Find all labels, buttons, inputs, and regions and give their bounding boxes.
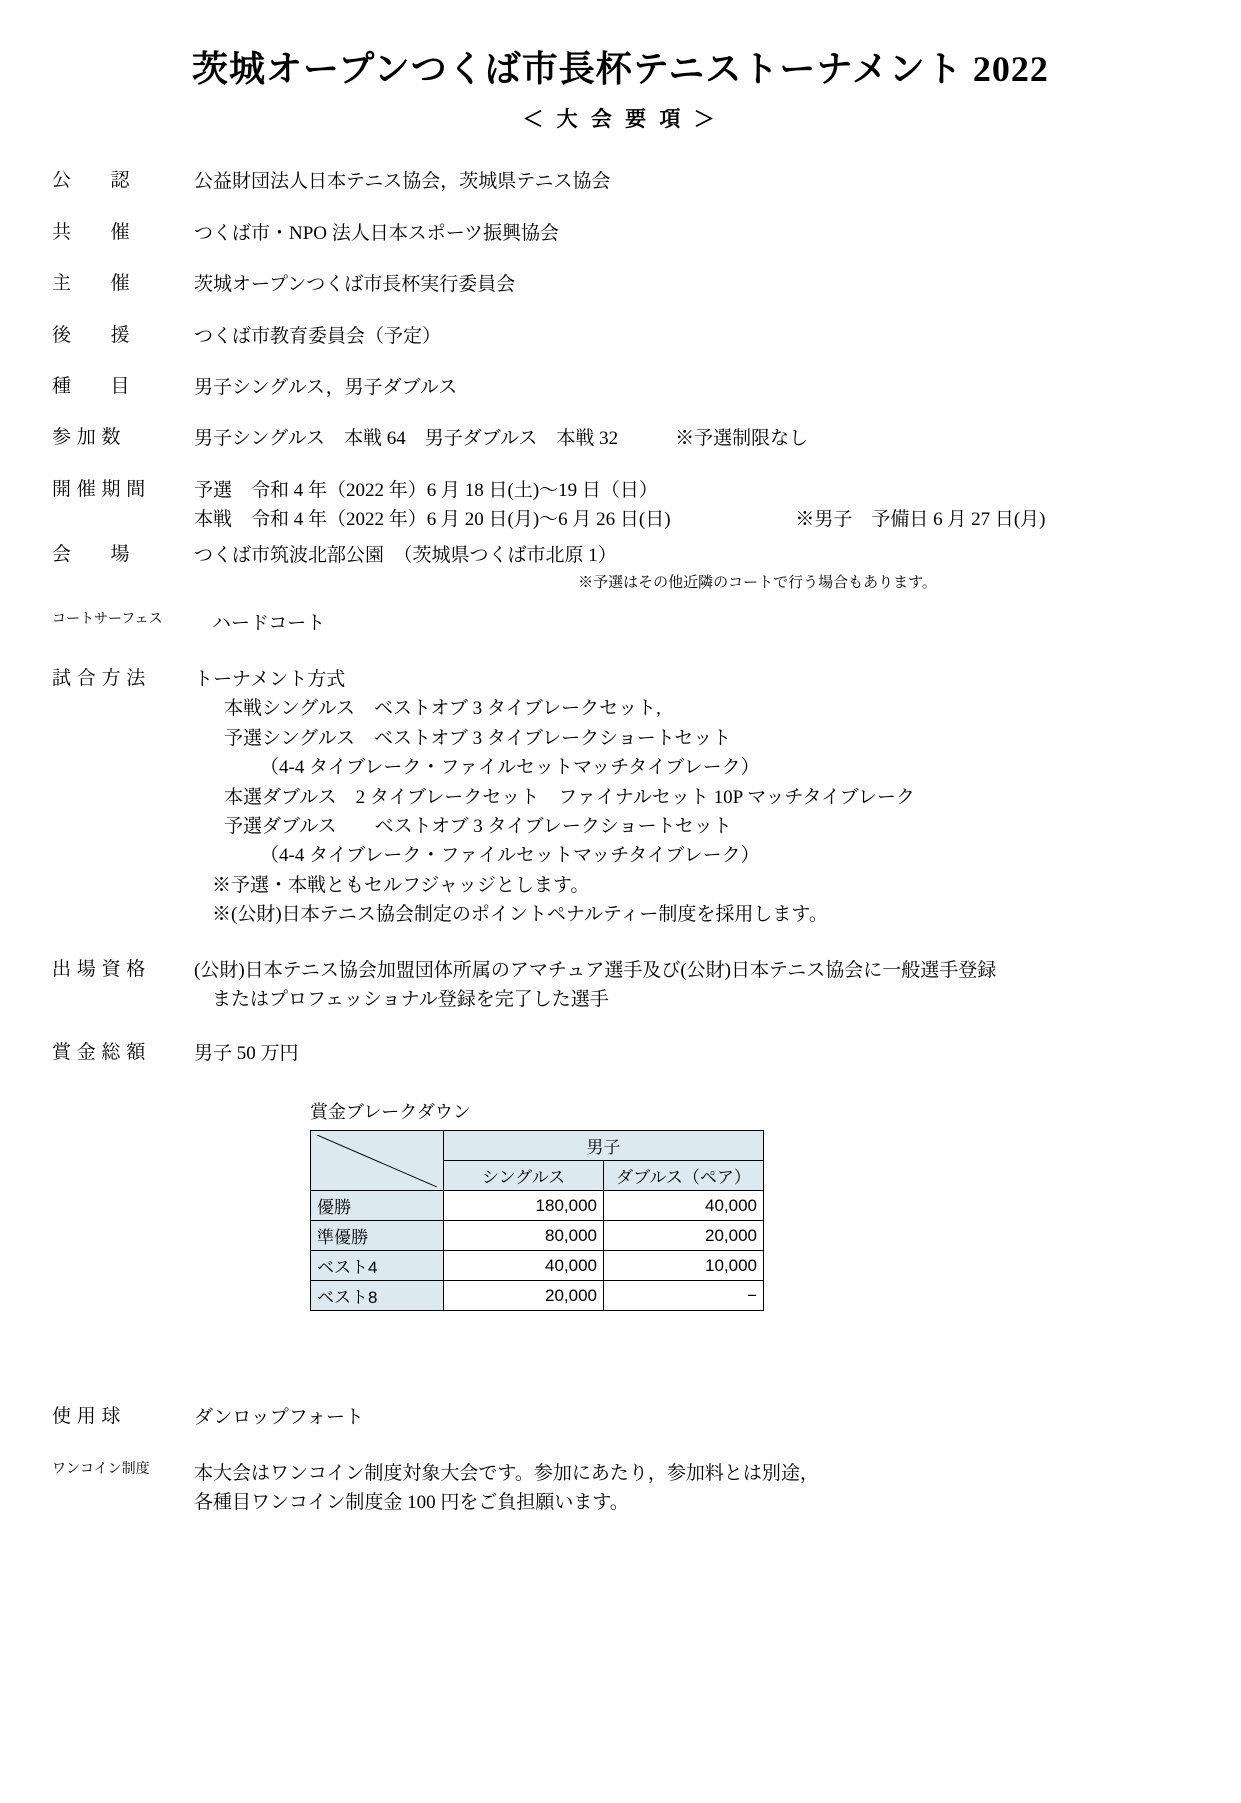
period-line-1: 予選 令和 4 年（2022 年）6 月 18 日(土)～19 日（日） <box>194 479 658 501</box>
prize-table-caption: 賞金ブレークダウン <box>310 1102 471 1123</box>
page-subtitle: ＜ 大 会 要 項 ＞ <box>522 107 719 132</box>
table-row <box>311 1251 764 1281</box>
table-row-header-group <box>311 1131 764 1161</box>
document-body <box>0 167 1241 1517</box>
document-page <box>0 48 1241 1803</box>
value-venue <box>194 541 1201 596</box>
period-line-2-note: ※男子 予備日 6 月 27 日(月) <box>795 509 1046 531</box>
table-corner-cell <box>311 1131 444 1191</box>
row-approval <box>52 167 1201 196</box>
table-row <box>311 1281 764 1311</box>
row-ball <box>52 1403 1201 1432</box>
value-onecoin <box>194 1459 1201 1518</box>
value-support: つくば市教育委員会（予定） <box>194 325 442 347</box>
row-support <box>52 322 1201 351</box>
layout-spacer <box>52 1311 1201 1403</box>
row-period <box>52 476 1201 535</box>
table-rowhead-champion: 優勝 <box>311 1191 444 1221</box>
table-cell-best4-doubles: 10,000 <box>604 1251 764 1281</box>
label-support: 後 援 <box>52 324 131 346</box>
table-rowhead-runnerup: 準優勝 <box>311 1221 444 1251</box>
page-title: 茨城オープンつくば市長杯テニストーナメント 2022 <box>192 49 1049 89</box>
row-prize-total <box>52 1039 1201 1068</box>
table-rowhead-best4: ベスト4 <box>311 1251 444 1281</box>
row-host <box>52 270 1201 299</box>
format-line-3: 予選シングルス ベストオブ 3 タイブレークショートセット <box>224 727 732 749</box>
table-cell-runnerup-doubles: 20,000 <box>604 1221 764 1251</box>
label-ball: 使 用 球 <box>52 1406 122 1428</box>
period-line-2-text: 本戦 令和 4 年（2022 年）6 月 20 日(月)～6 月 26 日(日) <box>194 509 671 531</box>
row-onecoin <box>52 1459 1201 1518</box>
eligibility-line-2: またはプロフェッショナル登録を完了した選手 <box>212 989 609 1011</box>
table-row <box>311 1191 764 1221</box>
value-period <box>194 476 1201 535</box>
label-approval: 公 認 <box>52 170 131 192</box>
label-period: 開 催 期 間 <box>52 478 146 500</box>
label-onecoin: ワンコイン制度 <box>52 1461 150 1477</box>
label-format: 試 合 方 法 <box>52 667 146 689</box>
row-format <box>52 665 1201 930</box>
value-approval: 公益財団法人日本テニス協会，茨城県テニス協会 <box>194 171 611 193</box>
row-events <box>52 373 1201 402</box>
table-cell-runnerup-singles: 80,000 <box>444 1221 604 1251</box>
eligibility-line-1: (公財)日本テニス協会加盟団体所属のアマチュア選手及び(公財)日本テニス協会に一般選手登録 <box>194 959 997 981</box>
venue-note: ※予選はその他近隣のコートで行う場合もあります。 <box>578 575 937 592</box>
format-line-9: ※(公財)日本テニス協会制定のポイントペナルティー制度を採用します。 <box>212 904 828 926</box>
diagonal-line-icon <box>317 1135 437 1187</box>
table-col-header-singles: シングルス <box>444 1161 604 1191</box>
value-cohost: つくば市・NPO 法人日本スポーツ振興協会 <box>194 222 560 244</box>
prize-table <box>310 1130 764 1311</box>
format-line-6: 予選ダブルス ベストオブ 3 タイブレークショートセット <box>224 816 732 837</box>
format-line-4: （4-4 タイブレーク・ファイルセットマッチタイブレーク） <box>260 757 760 779</box>
label-entries: 参 加 数 <box>52 427 122 449</box>
value-format <box>194 665 1201 930</box>
table-cell-champion-doubles: 40,000 <box>604 1191 764 1221</box>
table-cell-best8-doubles: − <box>604 1281 764 1311</box>
row-cohost <box>52 219 1201 248</box>
prize-breakdown-section <box>52 1098 1201 1311</box>
label-eligibility: 出 場 資 格 <box>52 958 146 980</box>
format-line-7: （4-4 タイブレーク・ファイルセットマッチタイブレーク） <box>260 845 760 867</box>
label-cohost: 共 催 <box>52 221 131 243</box>
format-line-5: 本選ダブルス 2 タイブレークセット ファイナルセット 10P マッチタイブレーク <box>224 786 915 808</box>
format-line-1: トーナメント方式 <box>194 668 346 690</box>
row-venue <box>52 541 1201 596</box>
label-surface: コートサーフェス <box>52 612 163 628</box>
label-events: 種 目 <box>52 375 131 397</box>
label-prize-total: 賞 金 総 額 <box>52 1041 146 1063</box>
row-surface <box>52 609 1201 638</box>
table-rowhead-best8: ベスト8 <box>311 1281 444 1311</box>
table-cell-best8-singles: 20,000 <box>444 1281 604 1311</box>
label-host: 主 催 <box>52 273 131 295</box>
value-ball: ダンロップフォート <box>194 1407 364 1429</box>
table-cell-champion-singles: 180,000 <box>444 1191 604 1221</box>
value-prize-total: 男子 50 万円 <box>194 1042 299 1064</box>
period-line-2 <box>194 505 1201 534</box>
table-cell-best4-singles: 40,000 <box>444 1251 604 1281</box>
value-entries: 男子シングルス 本戦 64 男子ダブルス 本戦 32 ※予選制限なし <box>194 428 809 450</box>
onecoin-line-2: 各種目ワンコイン制度金 100 円をご負担願います。 <box>194 1491 629 1513</box>
value-host: 茨城オープンつくば市長杯実行委員会 <box>194 274 516 296</box>
label-venue: 会 場 <box>52 543 131 565</box>
format-line-8: ※予選・本戦ともセルフジャッジとします。 <box>212 874 590 896</box>
row-eligibility <box>52 956 1201 1015</box>
format-line-2: 本戦シングルス ベストオブ 3 タイブレークセット, <box>224 698 661 720</box>
table-col-header-doubles: ダブルス（ペア） <box>604 1161 764 1191</box>
value-events: 男子シングルス，男子ダブルス <box>194 376 458 398</box>
value-eligibility <box>194 956 1201 1015</box>
row-entries <box>52 424 1201 453</box>
onecoin-line-1: 本大会はワンコイン制度対象大会です。参加にあたり，参加料とは別途， <box>194 1462 819 1484</box>
table-group-header: 男子 <box>444 1131 764 1161</box>
value-surface: ハードコート <box>212 613 326 635</box>
venue-text: つくば市筑波北部公園 （茨城県つくば市北原 1） <box>194 544 617 566</box>
table-row <box>311 1221 764 1251</box>
